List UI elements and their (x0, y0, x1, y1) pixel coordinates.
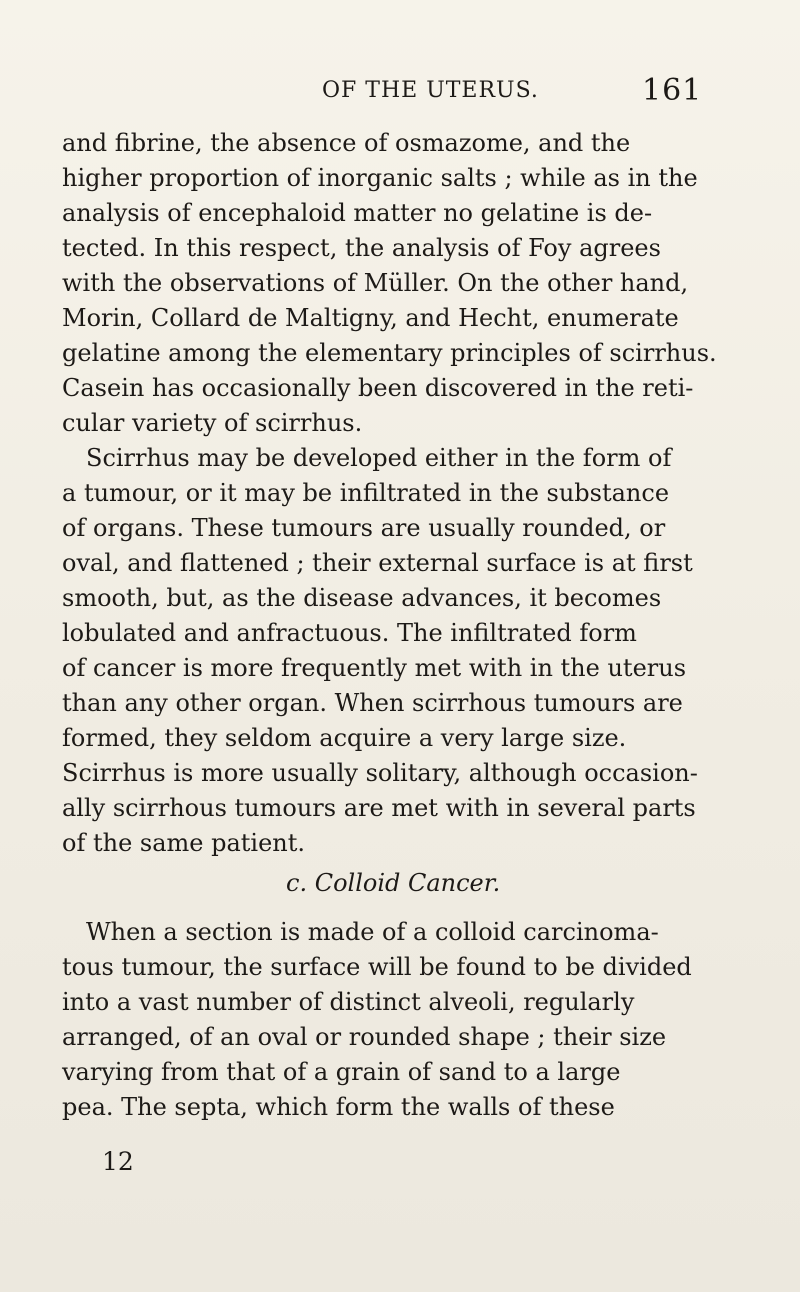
text-line: into a vast number of distinct alveoli, regularly (62, 988, 635, 1016)
text-line: Scirrhus is more usually solitary, although occasion- (62, 759, 698, 787)
paragraph-start-line: When a section is made of a colloid carcinoma- (86, 918, 659, 946)
text-line: of organs. These tumours are usually rounded, or (62, 514, 666, 542)
text-line: a tumour, or it may be infiltrated in the substance (62, 479, 670, 507)
text-line: gelatine among the elementary principles of scirrhus. (62, 339, 717, 367)
printer-signature-mark: 12 (102, 1147, 134, 1176)
page-number: 161 (642, 73, 703, 108)
text-line: of the same patient. (62, 829, 306, 857)
text-line: than any other organ. When scirrhous tumours are (62, 689, 683, 717)
text-line: tous tumour, the surface will be found to be divided (62, 953, 692, 981)
text-line: tected. In this respect, the analysis of Foy agrees (62, 234, 661, 262)
running-title: OF THE UTERUS. (322, 78, 539, 103)
text-line: smooth, but, as the disease advances, it becomes (62, 584, 662, 612)
section-subheading: c. Colloid Cancer. (286, 869, 501, 897)
body-text-section-1 (62, 126, 717, 861)
text-line: pea. The septa, which form the walls of these (62, 1093, 615, 1121)
text-line: arranged, of an oval or rounded shape ; their size (62, 1023, 667, 1051)
text-line: varying from that of a grain of sand to a large (62, 1058, 621, 1086)
text-line: higher proportion of inorganic salts ; while as in the (62, 164, 698, 192)
text-line: lobulated and anfractuous. The infiltrated form (62, 619, 637, 647)
running-head (0, 73, 800, 110)
text-line: of cancer is more frequently met with in the uterus (62, 654, 687, 682)
text-line: ally scirrhous tumours are met with in several parts (62, 794, 696, 822)
text-line: Casein has occasionally been discovered in the reti- (62, 374, 694, 402)
text-line: formed, they seldom acquire a very large size. (62, 724, 627, 752)
body-text-section-2 (62, 916, 712, 1126)
text-line: and fibrine, the absence of osmazome, and the (62, 129, 631, 157)
text-line: with the observations of Müller. On the other hand, (62, 269, 689, 297)
text-line: Morin, Collard de Maltigny, and Hecht, enumerate (62, 304, 679, 332)
text-line: analysis of encephaloid matter no gelatine is de- (62, 199, 653, 227)
text-line: oval, and flattened ; their external surface is at first (62, 549, 693, 577)
paragraph-start-line: Scirrhus may be developed either in the form of (86, 444, 672, 472)
text-line: cular variety of scirrhus. (62, 409, 363, 437)
